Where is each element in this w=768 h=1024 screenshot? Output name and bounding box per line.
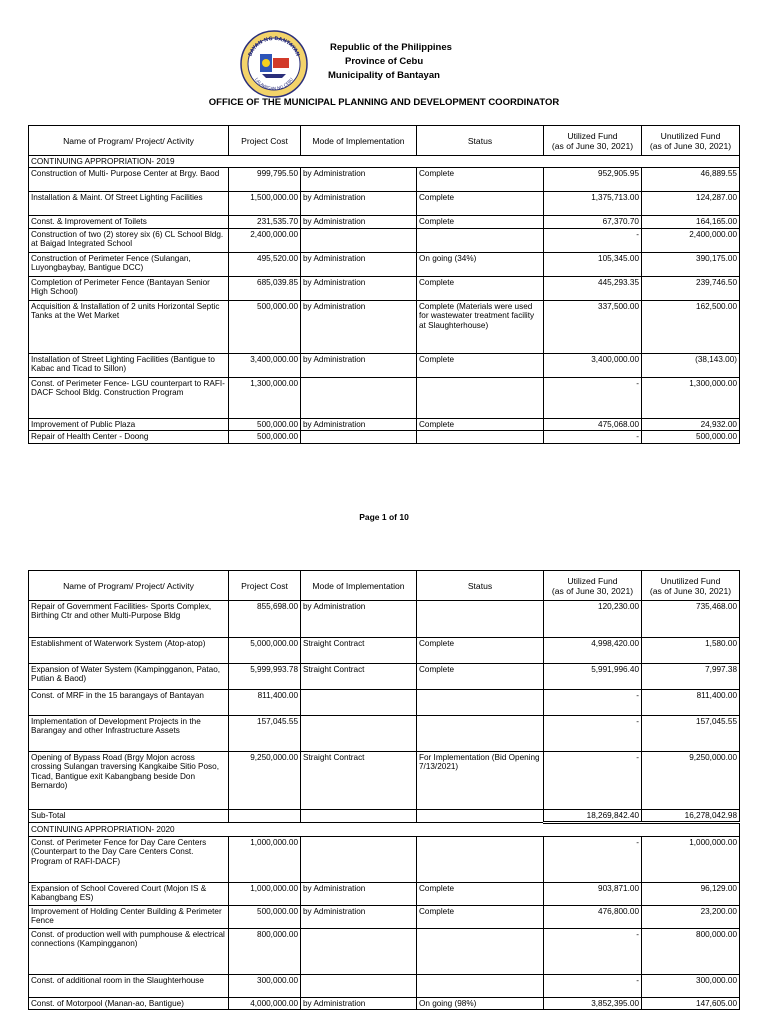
table-row [29,638,740,664]
section-label: CONTINUING APPROPRIATION- 2020 [29,823,740,836]
table-row [29,192,740,216]
table-row [29,228,740,252]
mode-cell: by Administration [301,300,417,353]
col-header-status: Status [417,126,544,156]
status-cell: Complete [417,418,544,430]
header-republic: Republic of the Philippines [330,42,452,53]
mode-cell: by Administration [301,905,417,928]
utilized-fund-cell: 5,991,996.40 [544,664,642,690]
mode-cell: Straight Contract [301,664,417,690]
table-row [29,882,740,905]
project-cost-cell: 9,250,000.00 [229,752,301,810]
col-header-cost: Project Cost [229,571,301,601]
table-row [29,997,740,1009]
mode-cell [301,928,417,974]
office-title: OFFICE OF THE MUNICIPAL PLANNING AND DEVELOPMENT COORDINATOR [208,97,560,108]
project-cost-cell: 5,000,000.00 [229,638,301,664]
project-name-cell: Construction of two (2) storey six (6) CL School Bldg. at Baigad Integrated School [29,228,229,252]
project-name-cell: Const. of production well with pumphouse & electrical connections (Kampingganon) [29,928,229,974]
project-cost-cell: 500,000.00 [229,300,301,353]
svg-text:LALAWIGAN NG CEBU: LALAWIGAN NG CEBU [254,76,294,92]
status-cell [417,377,544,418]
mode-cell: by Administration [301,252,417,276]
project-cost-cell: 800,000.00 [229,928,301,974]
status-cell: Complete [417,882,544,905]
unutilized-fund-cell: 96,129.00 [642,882,740,905]
subtotal-row [29,810,740,823]
unutilized-fund-cell: 800,000.00 [642,928,740,974]
subtotal-unutilized: 16,278,042.98 [642,810,740,823]
col-header-status: Status [417,571,544,601]
mode-cell [301,836,417,882]
mode-cell [301,431,417,443]
project-cost-cell: 231,535.70 [229,216,301,228]
unutilized-fund-cell: 23,200.00 [642,905,740,928]
table-row [29,252,740,276]
status-cell [417,836,544,882]
project-name-cell: Const. & Improvement of Toilets [29,216,229,228]
mode-cell [301,228,417,252]
utilized-fund-cell: 105,345.00 [544,252,642,276]
status-cell: Complete [417,276,544,300]
section-label: CONTINUING APPROPRIATION- 2019 [29,156,740,168]
project-name-cell: Expansion of School Covered Court (Mojon IS & Kabangbang ES) [29,882,229,905]
project-name-cell: Construction of Perimeter Fence (Sulangan, Luyongbaybay, Bantigue DCC) [29,252,229,276]
col-header-mode: Mode of Implementation [301,571,417,601]
utilized-fund-cell: 475,068.00 [544,418,642,430]
status-cell: Complete [417,638,544,664]
table-row [29,716,740,752]
unutilized-fund-cell: 162,500.00 [642,300,740,353]
unutilized-fund-cell: 157,045.55 [642,716,740,752]
utilized-fund-cell: 445,293.35 [544,276,642,300]
mode-cell [301,716,417,752]
project-cost-cell: 811,400.00 [229,690,301,716]
status-cell [417,716,544,752]
unutilized-fund-cell: 147,605.00 [642,997,740,1009]
project-name-cell: Completion of Perimeter Fence (Bantayan Senior High School) [29,276,229,300]
unutilized-fund-cell: 239,746.50 [642,276,740,300]
project-cost-cell: 500,000.00 [229,905,301,928]
table-row [29,664,740,690]
col-header-unutilized: Unutilized Fund (as of June 30, 2021) [642,571,740,601]
project-name-cell: Opening of Bypass Road (Brgy Mojon across crossing Sulangan traversing Kangkaibe Sitio Poso, Ticad, Bantigue exit Kabangbang beside Don Bernardo) [29,752,229,810]
utilized-fund-cell: - [544,928,642,974]
project-name-cell: Repair of Government Facilities- Sports Complex, Birthing Ctr and other Multi-Purpose Bldg [29,601,229,638]
project-cost-cell: 999,795.50 [229,168,301,192]
mode-cell: by Administration [301,418,417,430]
projects-table-page1 [28,125,740,444]
table-header-row [29,571,740,601]
col-header-mode: Mode of Implementation [301,126,417,156]
unutilized-fund-cell: 500,000.00 [642,431,740,443]
status-cell: On going (98%) [417,997,544,1009]
utilized-fund-cell: - [544,752,642,810]
unutilized-fund-cell: 1,000,000.00 [642,836,740,882]
project-name-cell: Const. of Motorpool (Manan-ao, Bantigue) [29,997,229,1009]
unutilized-fund-cell: 1,580.00 [642,638,740,664]
project-name-cell: Const. of Perimeter Fence for Day Care Centers (Counterpart to the Day Care Centers Const. Program of RAFI-DACF) [29,836,229,882]
table-row [29,905,740,928]
mode-cell [301,377,417,418]
status-cell: Complete [417,664,544,690]
utilized-fund-cell: 67,370.70 [544,216,642,228]
project-name-cell: Const. of additional room in the Slaughterhouse [29,974,229,997]
col-header-utilized: Utilized Fund (as of June 30, 2021) [544,571,642,601]
status-cell: Complete [417,216,544,228]
table-row [29,353,740,377]
status-cell: Complete [417,192,544,216]
mode-cell: by Administration [301,276,417,300]
table-row [29,752,740,810]
project-name-cell: Improvement of Public Plaza [29,418,229,430]
utilized-fund-cell: - [544,431,642,443]
status-cell [417,431,544,443]
project-cost-cell: 300,000.00 [229,974,301,997]
unutilized-fund-cell: 735,468.00 [642,601,740,638]
utilized-fund-cell: 952,905.95 [544,168,642,192]
status-cell [417,928,544,974]
utilized-fund-cell: 120,230.00 [544,601,642,638]
project-name-cell: Expansion of Water System (Kampingganon, Patao, Putian & Baod) [29,664,229,690]
table-row [29,928,740,974]
utilized-fund-cell: 3,852,395.00 [544,997,642,1009]
header-province: Province of Cebu [345,56,424,67]
project-cost-cell: 3,400,000.00 [229,353,301,377]
unutilized-fund-cell: 9,250,000.00 [642,752,740,810]
table-row [29,974,740,997]
project-name-cell: Const. of MRF in the 15 barangays of Bantayan [29,690,229,716]
project-cost-cell: 4,000,000.00 [229,997,301,1009]
mode-cell: by Administration [301,216,417,228]
subtotal-utilized: 18,269,842.40 [544,810,642,823]
project-name-cell: Repair of Health Center - Doong [29,431,229,443]
unutilized-fund-cell: 300,000.00 [642,974,740,997]
unutilized-fund-cell: 124,287.00 [642,192,740,216]
utilized-fund-cell: - [544,228,642,252]
project-name-cell: Acquisition & Installation of 2 units Horizontal Septic Tanks at the Wet Market [29,300,229,353]
unutilized-fund-cell: 24,932.00 [642,418,740,430]
mode-cell: Straight Contract [301,752,417,810]
table-row [29,300,740,353]
status-cell: Complete [417,905,544,928]
project-name-cell: Installation & Maint. Of Street Lighting Facilities [29,192,229,216]
project-cost-cell: 685,039.85 [229,276,301,300]
unutilized-fund-cell: 164,165.00 [642,216,740,228]
project-cost-cell: 855,698.00 [229,601,301,638]
project-cost-cell: 1,500,000.00 [229,192,301,216]
mode-cell: by Administration [301,168,417,192]
project-cost-cell: 1,000,000.00 [229,836,301,882]
section-row [29,156,740,168]
municipal-seal-logo [240,30,308,98]
section-row [29,823,740,836]
status-cell: Complete (Materials were used for wastewater treatment facility at Slaughterhouse) [417,300,544,353]
status-cell: Complete [417,168,544,192]
unutilized-fund-cell: 7,997.38 [642,664,740,690]
col-header-utilized: Utilized Fund (as of June 30, 2021) [544,126,642,156]
unutilized-fund-cell: 390,175.00 [642,252,740,276]
projects-table-page2 [28,570,740,1010]
unutilized-fund-cell: 46,889.55 [642,168,740,192]
status-cell [417,690,544,716]
table-row [29,168,740,192]
utilized-fund-cell: 4,998,420.00 [544,638,642,664]
col-header-name: Name of Program/ Project/ Activity [29,571,229,601]
project-cost-cell: 495,520.00 [229,252,301,276]
mode-cell: by Administration [301,353,417,377]
utilized-fund-cell: - [544,690,642,716]
mode-cell: Straight Contract [301,638,417,664]
table-row [29,377,740,418]
status-cell [417,601,544,638]
project-cost-cell: 500,000.00 [229,418,301,430]
col-header-cost: Project Cost [229,126,301,156]
table-row [29,276,740,300]
table-row [29,690,740,716]
project-cost-cell: 157,045.55 [229,716,301,752]
utilized-fund-cell: - [544,377,642,418]
unutilized-fund-cell: 811,400.00 [642,690,740,716]
status-cell [417,228,544,252]
unutilized-fund-cell: (38,143.00) [642,353,740,377]
table-row [29,216,740,228]
project-name-cell: Installation of Street Lighting Facilities (Bantigue to Kabac and Ticad to Sillon) [29,353,229,377]
project-name-cell: Establishment of Waterwork System (Atop-atop) [29,638,229,664]
status-cell: For Implementation (Bid Opening 7/13/2021) [417,752,544,810]
utilized-fund-cell: 1,375,713.00 [544,192,642,216]
page-number: Page 1 of 10 [359,512,409,522]
status-cell [417,974,544,997]
col-header-unutilized: Unutilized Fund (as of June 30, 2021) [642,126,740,156]
project-cost-cell: 1,000,000.00 [229,882,301,905]
unutilized-fund-cell: 2,400,000.00 [642,228,740,252]
utilized-fund-cell: 903,871.00 [544,882,642,905]
status-cell: On going (34%) [417,252,544,276]
table-header-row [29,126,740,156]
utilized-fund-cell: - [544,836,642,882]
table-row [29,836,740,882]
mode-cell: by Administration [301,192,417,216]
utilized-fund-cell: - [544,974,642,997]
table-row [29,418,740,430]
subtotal-label: Sub-Total [29,810,229,823]
mode-cell: by Administration [301,997,417,1009]
project-name-cell: Implementation of Development Projects in the Barangay and other Infrastructure Assets [29,716,229,752]
project-cost-cell: 500,000.00 [229,431,301,443]
table-row [29,431,740,443]
project-name-cell: Const. of Perimeter Fence- LGU counterpart to RAFI-DACF School Bldg. Construction Program [29,377,229,418]
project-name-cell: Construction of Multi- Purpose Center at Brgy. Baod [29,168,229,192]
project-name-cell: Improvement of Holding Center Building & Perimeter Fence [29,905,229,928]
utilized-fund-cell: 476,800.00 [544,905,642,928]
mode-cell: by Administration [301,882,417,905]
status-cell: Complete [417,353,544,377]
unutilized-fund-cell: 1,300,000.00 [642,377,740,418]
utilized-fund-cell: 3,400,000.00 [544,353,642,377]
mode-cell [301,974,417,997]
table-row [29,601,740,638]
svg-text:BAYAN NG BANTAYAN: BAYAN NG BANTAYAN [247,35,301,58]
mode-cell: by Administration [301,601,417,638]
utilized-fund-cell: 337,500.00 [544,300,642,353]
project-cost-cell: 2,400,000.00 [229,228,301,252]
project-cost-cell: 5,999,993.78 [229,664,301,690]
project-cost-cell: 1,300,000.00 [229,377,301,418]
header-municipality: Municipality of Bantayan [328,70,440,81]
mode-cell [301,690,417,716]
col-header-name: Name of Program/ Project/ Activity [29,126,229,156]
utilized-fund-cell: - [544,716,642,752]
